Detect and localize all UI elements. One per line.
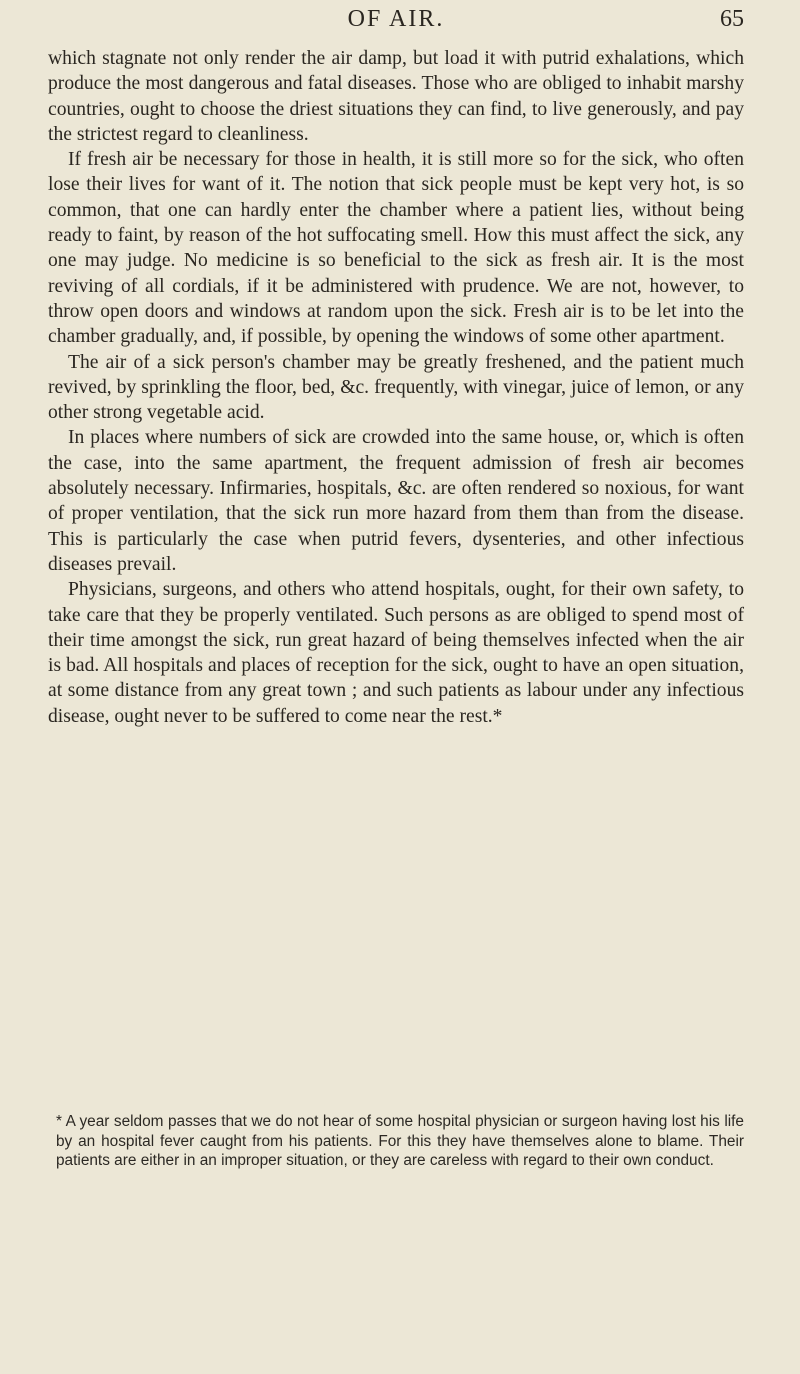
paragraph: In places where numbers of sick are crowded into the same house, or, which is often the case, into the same apartment, the frequent admission of fresh air becomes absolutely necessary. Infirmaries, hospitals, &c. are often rendered so noxious, for want of proper ventilation, that the sick run more hazard from them than from the disease. This is particularly the case when putrid fevers, dysenteries, and other infectious diseases prevail. — [48, 427, 744, 575]
page-header — [48, 6, 744, 38]
paragraph: The air of a sick person's chamber may be greatly freshened, and the patient much revived, by sprinkling the floor, bed, &c. frequently, with vinegar, juice of lemon, or any other strong vegetable acid. — [48, 351, 744, 424]
paragraph: If fresh air be necessary for those in health, it is still more so for the sick, who often lose their lives for want of it. The notion that sick people must be kept very hot, is so common, that one can hardly enter the chamber where a patient lies, without being ready to faint, by reason of the hot suffocating smell. How this must affect the sick, any one may judge. No medicine is so beneficial to the sick as fresh air. It is the most reviving of all cordials, if it be administered with prudence. We are not, however, to throw open doors and windows at random upon the sick. Fresh air is to be let into the chamber gradually, and, if possible, by opening the windows of some other apartment. — [48, 149, 744, 348]
paragraph: Physicians, surgeons, and others who attend hospitals, ought, for their own safety, to take care that they be properly ventilated. Such persons as are obliged to spend most of their time amongst the sick, run great hazard of being themselves infected when the air is bad. All hospitals and places of reception for the sick, ought to have an open situation, at some distance from any great town ; and such patients as labour under any infectious disease, ought never to be suffered to come near the rest.* — [48, 579, 744, 727]
footnote-text: * A year seldom passes that we do not hear of some hospital physician or surgeon having lost his life by an hospital fever caught from his patients. For this they have themselves alone to blame. Their patients are either in an improper situation, or they are careless with regard to their own conduct. — [56, 1113, 744, 1170]
body-text — [48, 46, 744, 729]
running-head: OF AIR. — [347, 6, 445, 32]
footnote — [56, 1112, 744, 1171]
page-number: 65 — [720, 6, 744, 32]
paragraph: which stagnate not only render the air damp, but load it with putrid exhalations, which produce the most dangerous and fatal diseases. Those who are obliged to inhabit marshy countries, ought to choose the driest situations they can find, to live generously, and pay the strictest regard to cleanliness. — [48, 48, 744, 145]
